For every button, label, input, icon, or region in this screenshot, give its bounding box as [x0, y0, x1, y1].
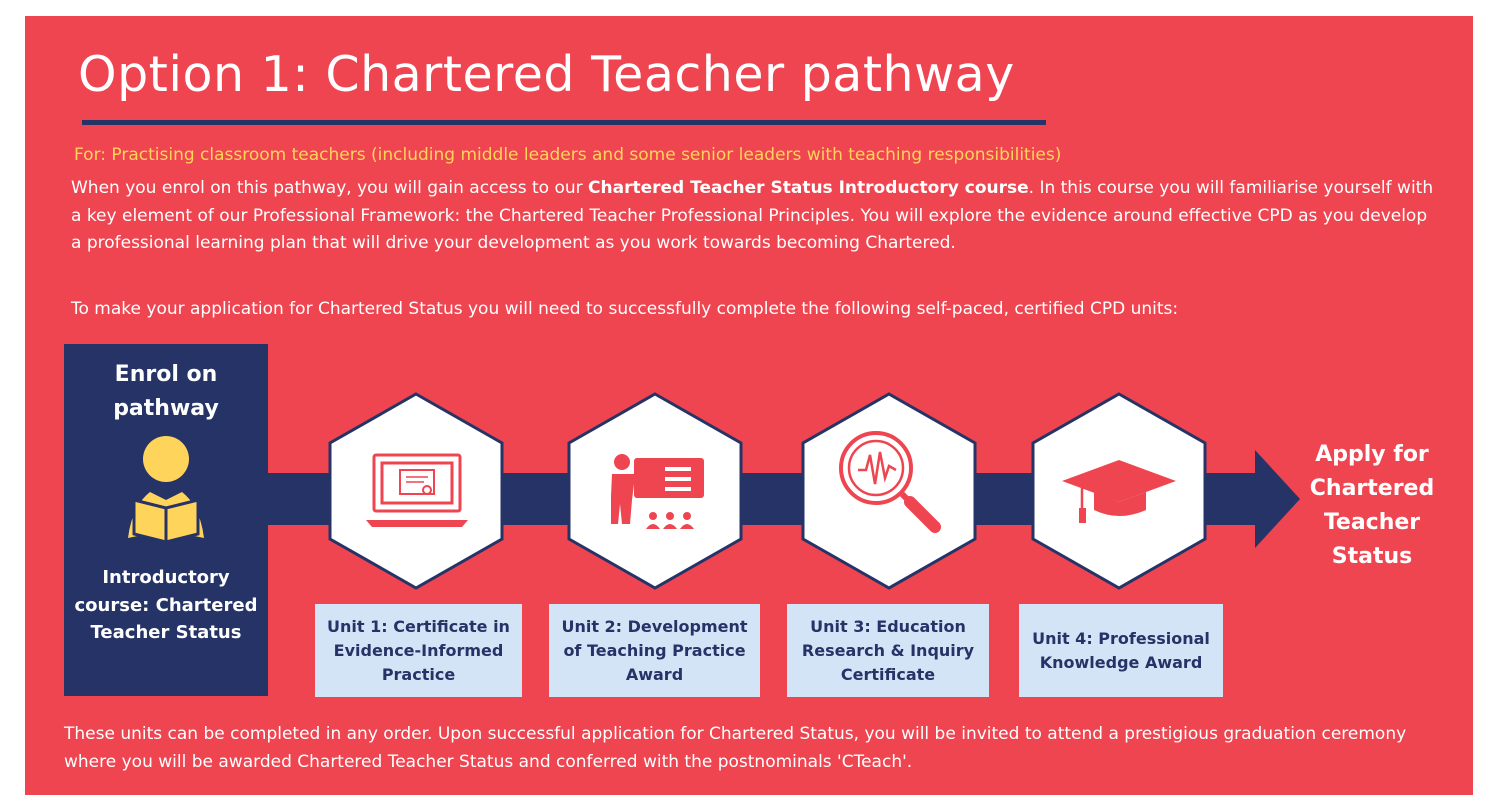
unit-2-label: Unit 2: Development of Teaching Practice Award: [549, 604, 760, 697]
page-title: Option 1: Chartered Teacher pathway: [78, 46, 1015, 103]
intro-text-before: When you enrol on this pathway, you will gain access to our: [71, 178, 589, 198]
audience-text: For: Practising classroom teachers (including middle leaders and some senior leaders with teaching responsibilities): [74, 145, 1062, 165]
unit-3-label: Unit 3: Education Research & Inquiry Certificate: [787, 604, 989, 697]
enrol-title: Enrol on pathway: [113, 362, 219, 421]
units-intro-text: To make your application for Chartered Status you will need to successfully complete the following self-paced, certified CPD units:: [71, 299, 1179, 319]
intro-text-after: . In this course you will familiarise yourself with a key element of our Professional Framework: the Chartered Teacher Professional Principles. You will explore the evidence around effective CPD as you develop a professional learning plan that will drive your development as you work towards becoming Chartered.: [71, 178, 1434, 253]
unit-1-label: Unit 1: Certificate in Evidence-Informed Practice: [315, 604, 522, 697]
enrol-panel: [64, 344, 268, 696]
pathway-arrowhead: [1255, 450, 1300, 548]
intro-course-name: Chartered Teacher Status Introductory course: [588, 178, 1029, 198]
enrol-subtitle: Introductory course: Chartered Teacher Status: [74, 567, 258, 643]
footer-paragraph: These units can be completed in any order. Upon successful application for Chartered Status, you will be invited to attend a prestigious graduation ceremony where you will be awarded Chartered Teacher Status and conferred with the postnominals 'CTeach'.: [64, 724, 1407, 772]
reader-icon: [118, 434, 214, 544]
unit-4-label: Unit 4: Professional Knowledge Award: [1019, 604, 1223, 697]
apply-text: Apply for Chartered Teacher Status: [1309, 442, 1435, 569]
unit-1-hexagon: [330, 394, 502, 588]
